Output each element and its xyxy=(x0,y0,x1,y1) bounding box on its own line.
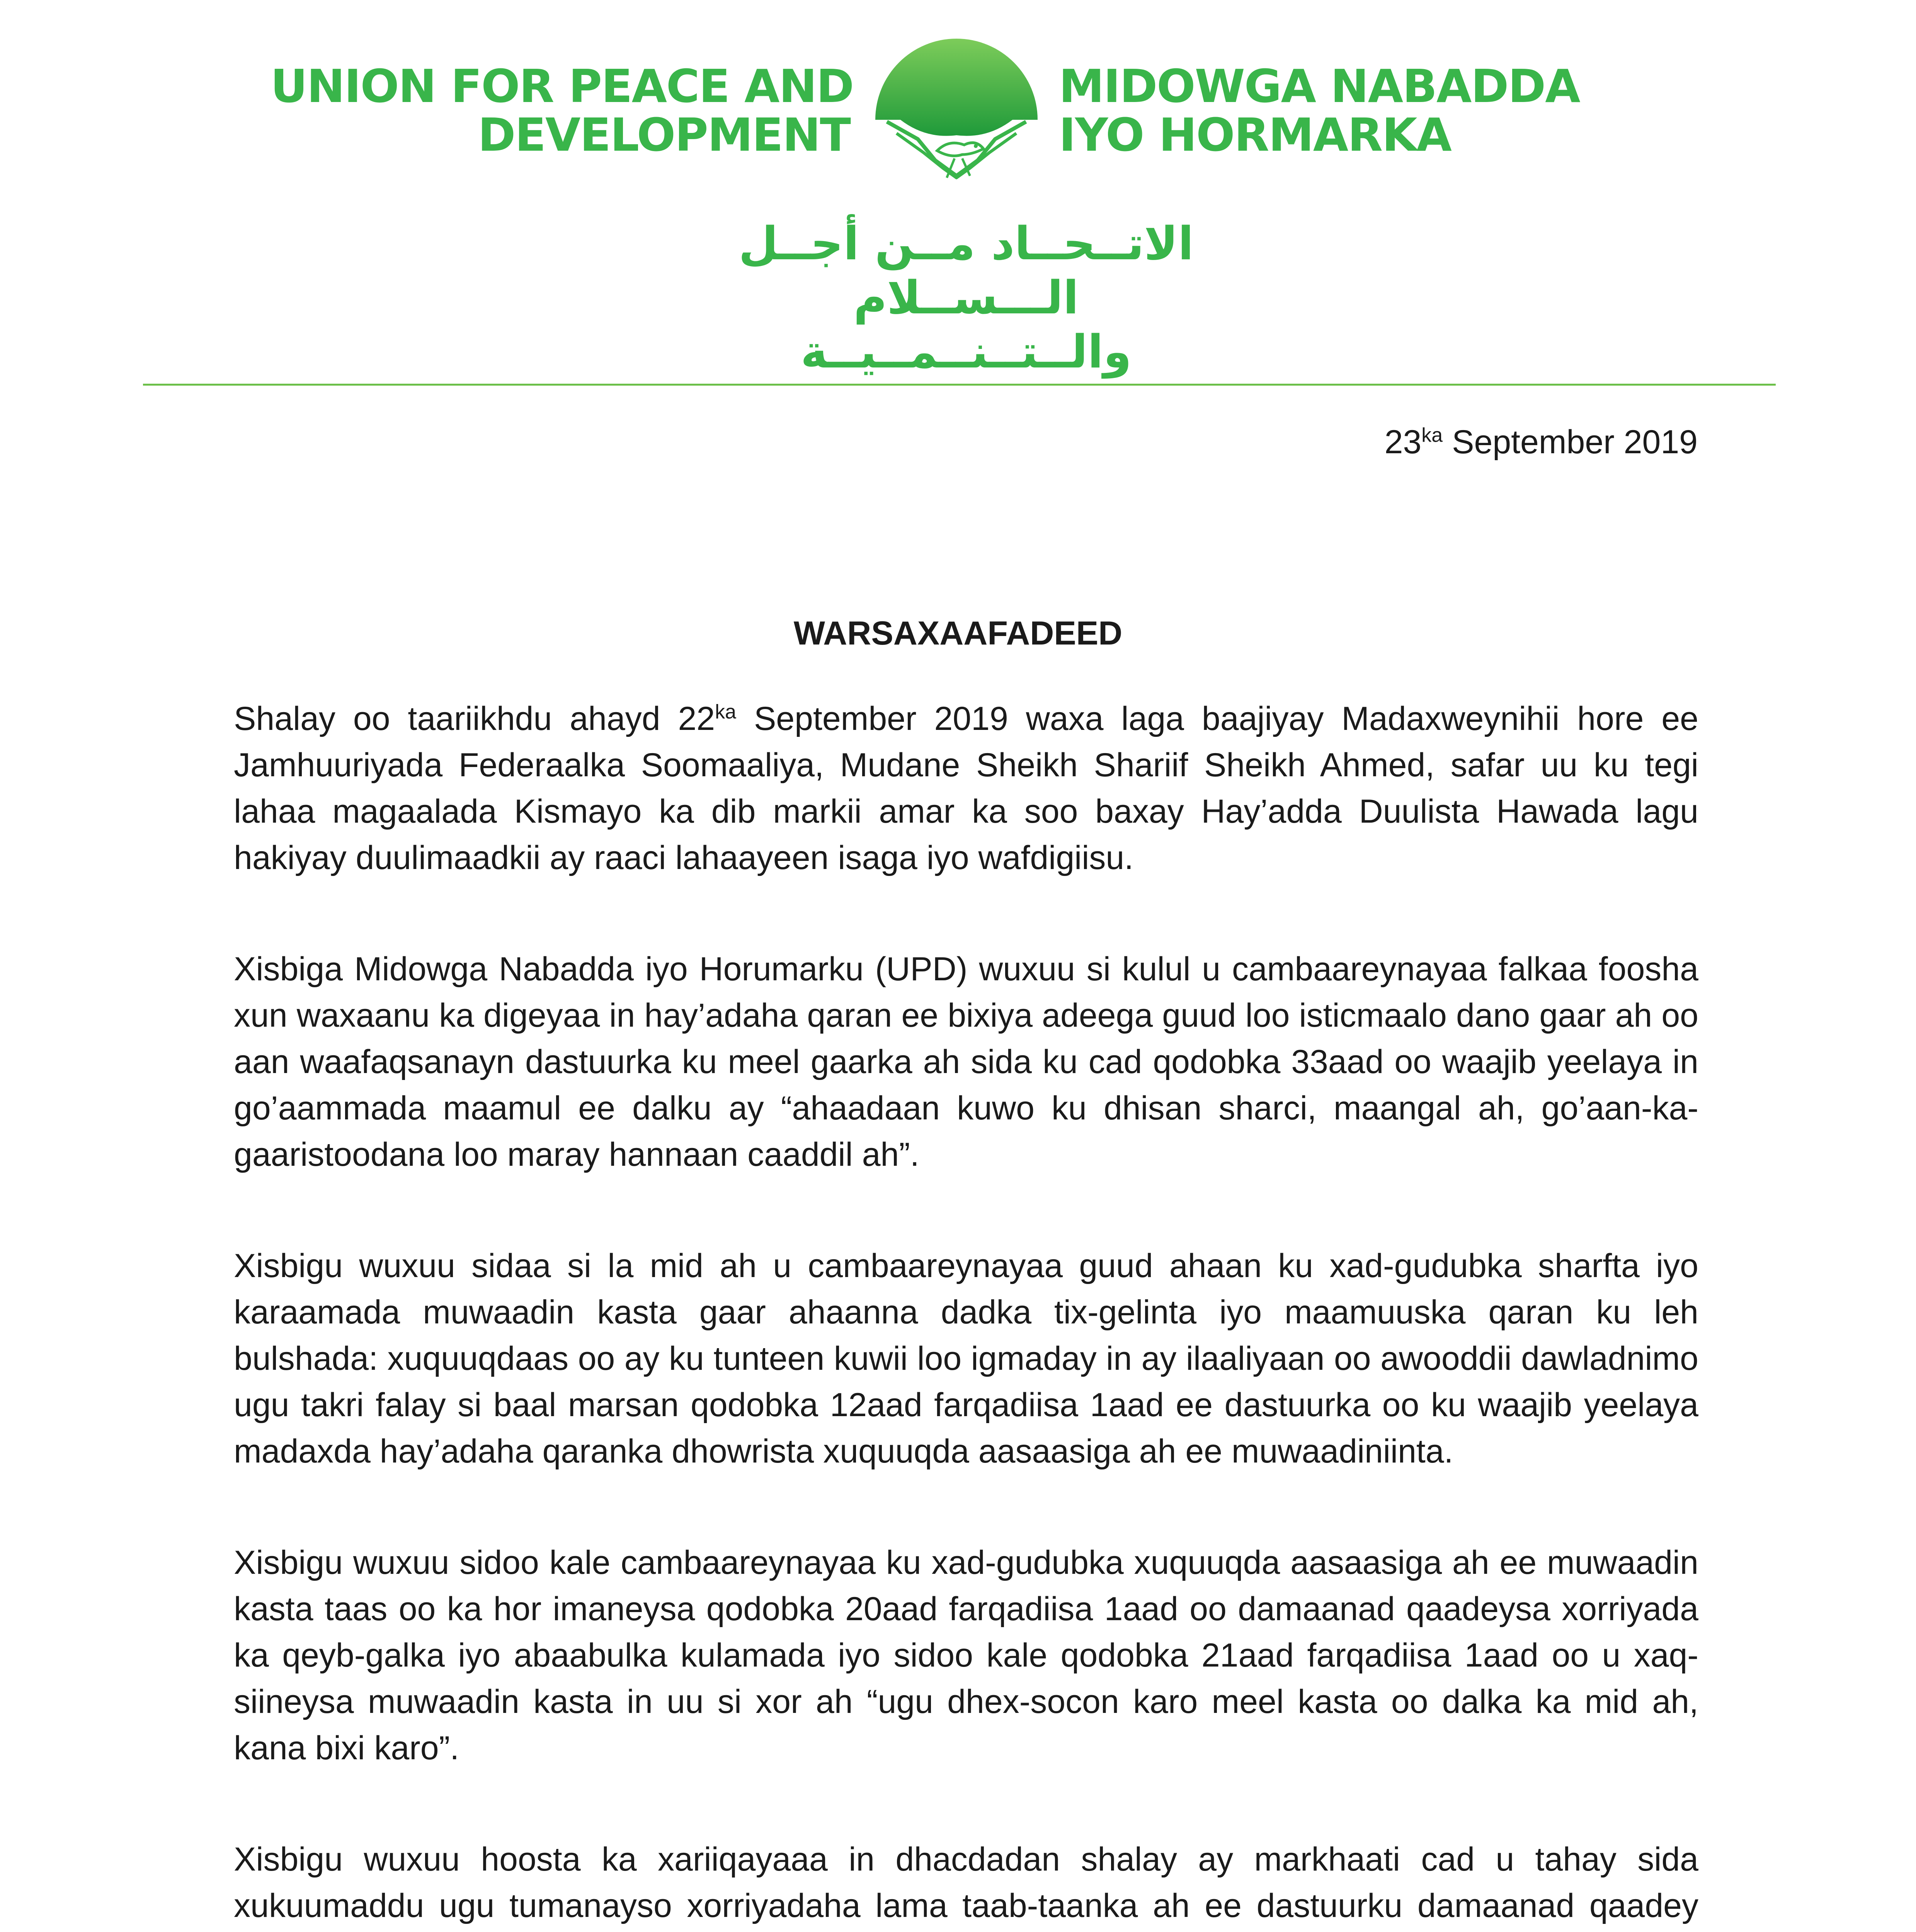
org-name-arabic-line2: والــتــنــمــيــة xyxy=(800,325,1132,378)
org-name-somali-line2: IYO HORMARKA xyxy=(1059,108,1451,162)
paragraph-1 xyxy=(234,696,1698,881)
paragraph-1-part-a: Shalay oo taariikhdu ahayd 22 xyxy=(234,700,715,737)
header-divider xyxy=(143,384,1776,386)
dove-handshake-logo-icon xyxy=(860,23,1053,197)
document-date xyxy=(1082,423,1698,461)
org-name-arabic xyxy=(657,216,1275,379)
paragraph-1-part-b: September 2019 waxa laga baajiyay Madaxweynihii hore ee Jamhuuriyada Federaalka Soomaaliya, Mudane Sheikh Shariif Sheikh Ahmed, safar uu ku tegi lahaa magaalada Kismayo ka dib markii amar ka soo baxay Hay’adda Duulista Hawada lagu hakiyay duulimaadkii ay raaci lahaayeen isaga iyo wafdigiisu. xyxy=(234,700,1698,876)
date-suffix: ka xyxy=(1421,424,1443,447)
document-body xyxy=(234,696,1698,1932)
document-title: WARSAXAAFADEED xyxy=(793,615,1123,652)
paragraph-2: Xisbiga Midowga Nabadda iyo Horumarku (UPD) wuxuu si kulul u cambaareynayaa falkaa foosha xun waxaanu ka digeyaa in hay’adaha qaran ee bixiya adeega guud loo isticmaalo dano gaar ah oo aan waafaqsanayn dastuurka ku meel gaarka ah sida ku cad qodobka 33aad oo waajib yeelaya in go’aammada maamul ee dalku ay “ahaadaan kuwo ku dhisan sharci, maangal ah, go’aan-ka-gaaristoodana loo maray hannaan caaddil ah”. xyxy=(234,951,1698,1173)
org-name-somali xyxy=(1059,60,1639,162)
paragraph-3: Xisbigu wuxuu sidaa si la mid ah u cambaareynayaa guud ahaan ku xad-gudubka sharfta iyo karaamada muwaadin kasta gaar ahaanna dadka tix-gelinta iyo maamuuska qaran ku leh bulshada: xuquuqdaas oo ay ku tunteen kuwii loo igmaday in ay ilaaliyaan oo awooddii dawladnimo ugu takri falay si baal marsan qodobka 12aad farqadiisa 1aad ee dastuurka oo ku waajib yeelaya madaxda hay’adaha qaranka dhowrista xuquuqda aasaasiga ah ee muwaadiniinta. xyxy=(234,1247,1698,1470)
paragraph-1-suffix: ka xyxy=(715,701,737,723)
org-name-somali-line1: MIDOWGA NABADDA xyxy=(1059,60,1580,113)
paragraph-4: Xisbigu wuxuu sidoo kale cambaareynayaa ku xad-gudubka xuquuqda aasaasiga ah ee muwaadin kasta taas oo ka hor imaneysa qodobka 20aad farqadiisa 1aad oo damaanad qaadeysa xorriyada ka qeyb-galka iyo abaabulka kulamada iyo sidoo kale qodobka 21aad farqadiisa 1aad oo u xaq-siineysa muwaadin kasta in uu si xor ah “ugu dhex-socon karo meel kasta oo dalka ka mid ah, kana bixi karo”. xyxy=(234,1544,1698,1767)
org-name-english-line1: UNION FOR PEACE AND xyxy=(271,60,854,113)
org-name-english-line2: DEVELOPMENT xyxy=(478,108,850,162)
org-name-arabic-line1: الاتــحــاد مــن أجــل الـــســلام xyxy=(738,217,1194,324)
date-day: 23 xyxy=(1384,423,1422,461)
letterhead xyxy=(0,0,1916,378)
org-name-english xyxy=(271,60,854,162)
paragraph-5: Xisbigu wuxuu hoosta ka xariiqayaaa in dhacdadan shalay ay markhaati cad u tahay sida xukuumaddu ugu tumanayso xorriyadaha lama taab-taanka ah ee dastuurku damaanad qaadey xyxy=(234,1841,1698,1924)
date-rest: September 2019 xyxy=(1443,423,1698,461)
